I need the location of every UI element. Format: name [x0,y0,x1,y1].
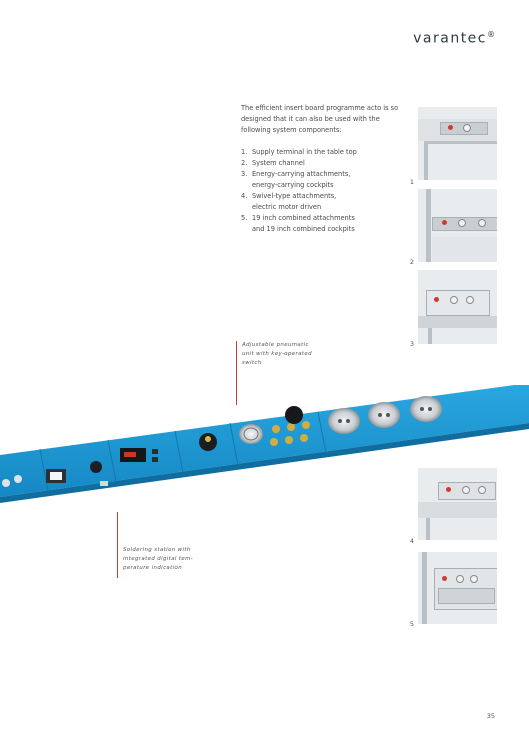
pressure-gauge [239,424,263,444]
page-number: 35 [486,712,495,720]
list-item [241,169,406,191]
strip-body [0,385,529,497]
list-item-text: Energy-carrying attachments, [252,170,351,178]
product-photo-energy-attachment [418,270,497,344]
list-item-number: 2. [241,159,248,167]
insert-board-strip [0,385,529,545]
indicator-button [152,457,158,462]
list-item-number: 1. [241,148,248,156]
brand-registered-mark: ® [487,30,495,39]
control-knob [90,461,102,473]
brand-logo [413,30,495,47]
photo-number: 5 [409,620,414,628]
caption-line: Soldering station with [123,547,191,553]
list-item [241,213,406,235]
list-item-text: Swivel-type attachments, [252,192,337,200]
caption-line: Adjustable pneumatic [242,342,309,348]
product-photo-system-channel [418,189,497,262]
small-socket [2,479,10,487]
photo-number: 1 [409,178,414,186]
small-connector [100,481,108,486]
list-item-text: 19 inch combined attachments [252,214,355,222]
key-switch-center [205,436,211,442]
pneumatic-fitting [287,423,295,431]
caption-line: integrated digital tem- [123,556,194,562]
small-socket [14,475,22,483]
pneumatic-fitting [300,434,308,442]
power-socket [368,402,400,428]
pneumatic-fitting [270,438,278,446]
photo-number: 2 [409,258,414,266]
list-item-number: 5. [241,214,248,222]
product-photo-supply-terminal [418,107,497,180]
product-photo-19-inch-cockpit [418,552,497,624]
list-item-text: System channel [252,159,305,167]
caption-line: switch [242,360,262,366]
indicator-button [152,449,158,454]
caption-soldering-station [123,546,193,573]
photo-number: 4 [409,537,414,545]
list-item-text: energy-carrying cockpits [252,181,334,189]
pneumatic-fitting [285,436,293,444]
regulator-knob [285,406,303,424]
list-item-text: electric motor driven [252,203,322,211]
caption-line: perature indication [123,565,183,571]
pneumatic-fitting [272,425,280,433]
intro-text-block [241,103,406,235]
display-led [124,452,136,457]
list-item-text: Supply terminal in the table top [252,148,357,156]
list-item-number: 3. [241,170,248,178]
rocker-switch-face [50,472,62,480]
intro-lead: The efficient insert board programme acto is so designed that it can also be used with the following system components: [241,104,399,134]
caption-line: unit with key-operated [242,351,312,357]
list-item [241,191,406,213]
photo-number: 3 [409,340,414,348]
pneumatic-fitting [302,421,310,429]
power-socket [328,408,360,434]
list-item-text: and 19 inch combined cockpits [252,225,355,233]
brand-name: varantec [413,30,487,47]
component-list [241,147,406,235]
power-socket [410,396,442,422]
list-item [241,158,406,169]
list-item [241,147,406,158]
caption-pneumatic-unit [242,341,312,368]
list-item-number: 4. [241,192,248,200]
